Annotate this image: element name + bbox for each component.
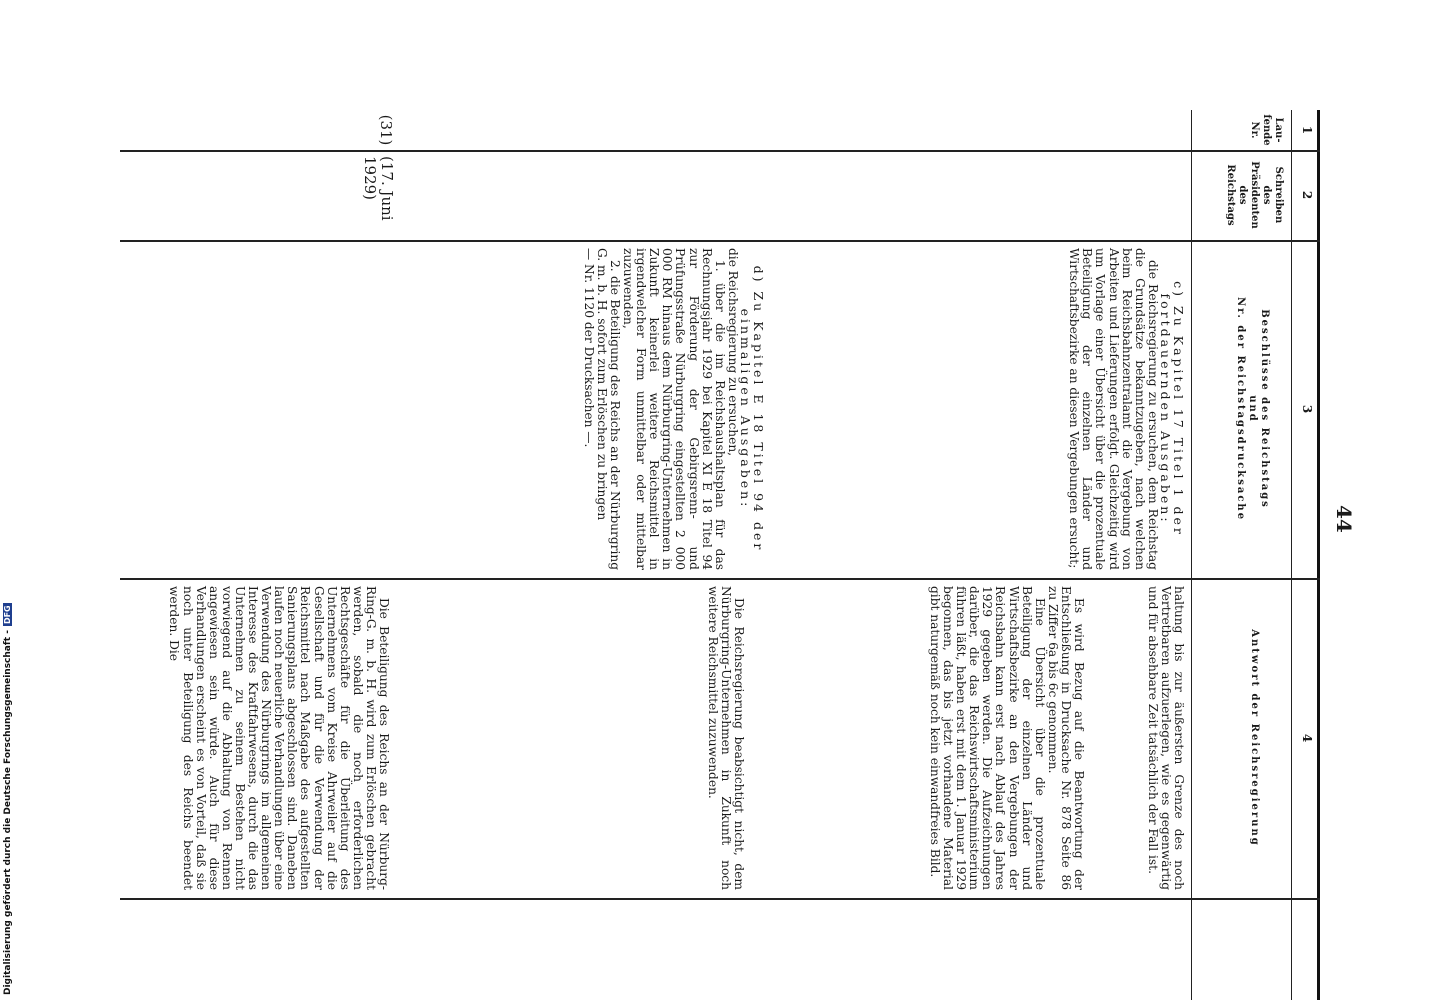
answer-d1-text: Die Reichsregierung beabsichtigt nicht, dem Nürburgring-Unternehmen in Zukunft noch weitere Reichsmittel zuzuwenden. [705, 586, 746, 890]
column-rule-2 [120, 240, 1320, 242]
resolution-d [582, 248, 765, 570]
resolution-c [1067, 248, 1185, 570]
answer-continuation [1146, 586, 1185, 890]
resolution-d-item-1: 1. über die im Reichshaushaltsplan für das Rechnungsjahr 1929 bei Kapitel XI E 18 Titel 94 zur Förderung der Gebirgsrenn- und Prüfungsstraße Nürburgring eingestellten 2 000 000 RM hinaus dem Nürburgring-Unternehmen in Zukunft keinerlei weitere Reichsmittel in irgendwelcher Form unmittelbar oder mittelbar zuzuwenden, [621, 248, 727, 570]
answer-d1 [706, 586, 745, 890]
answer-d2 [167, 586, 390, 890]
answer-c [928, 586, 1085, 890]
column-rule-1 [120, 150, 1320, 152]
rotated-table-frame [120, 110, 1356, 1000]
col2-number: 2 [1300, 190, 1314, 200]
entry-number: (31) [377, 114, 395, 146]
digitization-credit [3, 595, 17, 995]
resolution-d-intro: die Reichsregierung zu ersuchen, [725, 248, 740, 457]
entry-date: (17. Juni 1929) [361, 156, 396, 221]
resolution-c-heading: c) Zu Kapitel 17 Titel 1 der fortdauernden Ausgaben: [1157, 281, 1186, 537]
answer-c-text-2: Eine Übersicht über die prozentuale Beteiligung der einzelnen Länder und Wirtschaftsbezirke an den Vergebungen der Reichsbahn kann erst nach Ablauf des Jahres 1929 gegeben werden. Die Aufzeichnungen darüber, die das Reichswirtschaftsministerium führen läßt, haben erst mit dem 1. Januar 1929 begonnen, das bis jetzt vorhandene Material gibt naturgemäß noch kein einwandfreies Bild. [927, 586, 1047, 890]
answer-d2-text: Die Beteiligung des Reichs an der Nürburg-Ring-G. m. b. H. wird zum Erlöschen gebracht werden, sobald die noch erforderlichen Rechtsgeschäfte für die Überleitung des Unternehmens vom Kreise Ahrweiler auf die Gesellschaft und für die Verwendung der Reichsmittel nach Maßgabe des aufgestellten Sanierungsplans abgeschlossen sind. Daneben laufen noch neuerliche Verhandlungen über eine Verwendung des Nürburgrings im allgemeinen Interesse des Kraftfahrwesens, durch die das Unternehmen zu seinem Bestehen nicht vorwiegend auf die Abhaltung von Rennen angewiesen sein würde. Auch für diese Verhandlungen erscheint es von Vorteil, daß sie noch unter Beteiligung des Reichs beendet werden. Die [167, 586, 391, 890]
column-rule-4 [120, 898, 1320, 900]
header-bottom-rule [1191, 110, 1192, 1000]
table-top-rule [1317, 110, 1320, 1000]
answer-c-text-1: Es wird Bezug auf die Beantwortung der Entschließung in Drucksache Nr. 878 Seite 86 zu Ziffer 6a bis 6c genommen. [1045, 586, 1086, 890]
answer-continuation-text: haltung bis zur äußersten Grenze des noch Vertretbaren aufzuerlegen, wie es gegenwärtig und für absehbare Zeit tatsächlich der Fall ist. [1145, 586, 1186, 890]
column-rule-3 [120, 578, 1320, 580]
col4-number: 4 [1300, 733, 1314, 743]
column-number-rule [1291, 110, 1292, 1000]
digitization-credit-text: Digitalisierung gefördert durch die Deutsche Forschungsgemeinschaft - [3, 630, 13, 995]
col2-label: Schreiben des Präsidenten des Reichstags [1225, 161, 1284, 229]
col3-label: Beschlüsse des Reichstags und Nr. der Reichstagsdrucksache [1235, 296, 1270, 522]
col3-number: 3 [1300, 404, 1314, 414]
resolution-d-heading: d) Zu Kapitel E 18 Titel 94 der einmaligen Ausgaben: [737, 265, 766, 553]
resolution-c-text: die Reichsregierung zu ersuchen, dem Reichstag die Grundsätze bekanntzugeben, nach welchen beim Reichsbahnzentralamt die Vergebung von Arbeiten und Lieferungen erfolgt. Gleichzeitig wird um Vorlage einer Übersicht über die prozentuale Beteiligung der einzelnen Länder und Wirtschaftsbezirke an diesen Vergebungen ersucht; [1067, 248, 1160, 570]
col4-label: Antwort der Reichsregierung [1249, 629, 1260, 847]
resolution-d-reference: — Nr. 1120 der Drucksachen —. [581, 248, 596, 448]
dfg-logo: DFG [3, 605, 12, 625]
page-number: 44 [1332, 505, 1356, 533]
resolution-d-item-2: 2. die Beteiligung des Reichs an der Nürburgring G. m. b. H. sofort zum Erlöschen zu bringen [594, 248, 622, 570]
col1-number: 1 [1300, 125, 1314, 135]
col1-label: Lau- fende Nr. [1249, 114, 1284, 146]
